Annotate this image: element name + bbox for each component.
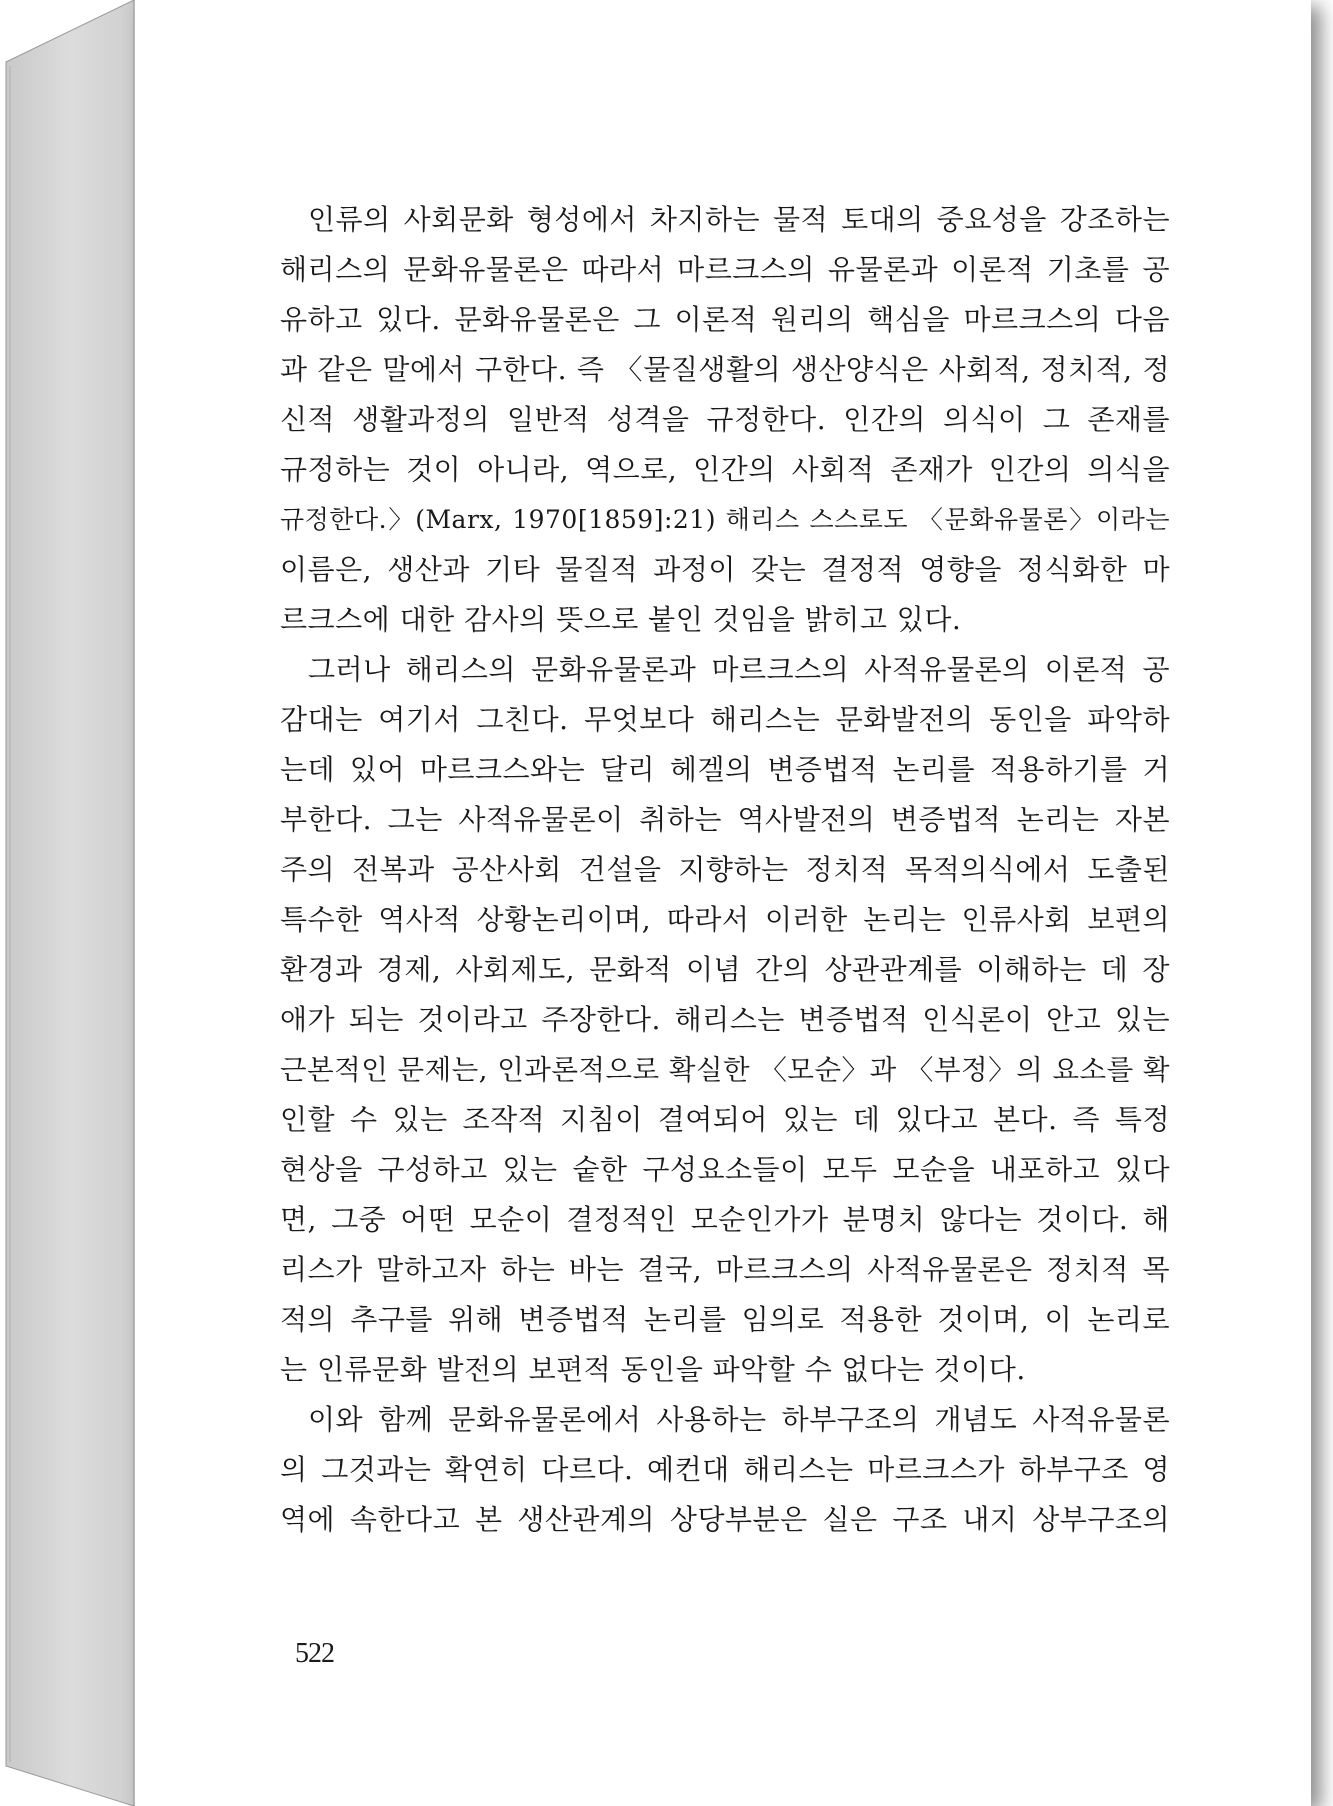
text-line: 면, 그중 어떤 모순이 결정적인 모순인가가 분명치 않다는 것이다. 해 — [280, 1203, 1170, 1236]
page-number: 522 — [295, 1638, 334, 1669]
text-line: 이와 함께 문화유물론에서 사용하는 하부구조의 개념도 사적유물론 — [308, 1403, 1170, 1436]
text-line: 현상을 구성하고 있는 숱한 구성요소들이 모두 모순을 내포하고 있다 — [280, 1153, 1170, 1186]
text-line: 인할 수 있는 조작적 지침이 결여되어 있는 데 있다고 본다. 즉 특정 — [280, 1103, 1170, 1136]
text-line: 의 그것과는 확연히 다르다. 예컨대 해리스는 마르크스가 하부구조 영 — [280, 1453, 1170, 1486]
text-line: 근본적인 문제는, 인과론적으로 확실한 〈모순〉과 〈부정〉의 요소를 확 — [280, 1054, 1170, 1086]
text-line: 는데 있어 마르크스와는 달리 헤겔의 변증법적 논리를 적용하기를 거 — [280, 753, 1170, 786]
text-line: 그러나 해리스의 문화유물론과 마르크스의 사적유물론의 이론적 공 — [308, 653, 1170, 686]
text-line: 과 같은 말에서 구한다. 즉 〈물질생활의 생산양식은 사회적, 정치적, 정 — [280, 353, 1170, 386]
text-line: 유하고 있다. 문화유물론은 그 이론적 원리의 핵심을 마르크스의 다음 — [280, 303, 1170, 336]
body-text — [280, 195, 1170, 1545]
book-page — [134, 0, 1311, 1806]
text-line: 감대는 여기서 그친다. 무엇보다 해리스는 문화발전의 동인을 파악하 — [280, 703, 1170, 736]
text-line: 애가 되는 것이라고 주장한다. 해리스는 변증법적 인식론이 안고 있는 — [280, 1003, 1170, 1036]
text-line: 리스가 말하고자 하는 바는 결국, 마르크스의 사적유물론은 정치적 목 — [280, 1253, 1170, 1286]
text-line: 르크스에 대한 감사의 뜻으로 붙인 것임을 밝히고 있다. — [280, 603, 962, 636]
text-line: 환경과 경제, 사회제도, 문화적 이념 간의 상관관계를 이해하는 데 장 — [280, 953, 1170, 986]
text-line: 적의 추구를 위해 변증법적 논리를 임의로 적용한 것이며, 이 논리로 — [280, 1303, 1170, 1336]
text-line: 신적 생활과정의 일반적 성격을 규정한다. 인간의 의식이 그 존재를 — [280, 403, 1170, 436]
text-line: 특수한 역사적 상황논리이며, 따라서 이러한 논리는 인류사회 보편의 — [280, 903, 1170, 936]
text-line: 는 인류문화 발전의 보편적 동인을 파악할 수 없다는 것이다. — [280, 1353, 1026, 1386]
text-line: 이름은, 생산과 기타 물질적 과정이 갖는 결정적 영향을 정식화한 마 — [280, 553, 1170, 586]
text-line: 규정하는 것이 아니라, 역으로, 인간의 사회적 존재가 인간의 의식을 — [280, 453, 1170, 486]
text-line: 역에 속한다고 본 생산관계의 상당부분은 실은 구조 내지 상부구조의 — [280, 1503, 1170, 1536]
text-line: 부한다. 그는 사적유물론이 취하는 역사발전의 변증법적 논리는 자본 — [280, 803, 1170, 836]
text-line: 규정한다.〉(Marx, 1970[1859]:21) 해리스 스스로도 〈문화유물론〉이라는 — [280, 505, 1170, 534]
text-line: 해리스의 문화유물론은 따라서 마르크스의 유물론과 이론적 기초를 공 — [280, 253, 1170, 286]
text-line: 인류의 사회문화 형성에서 차지하는 물적 토대의 중요성을 강조하는 — [308, 203, 1170, 236]
text-line: 주의 전복과 공산사회 건설을 지향하는 정치적 목적의식에서 도출된 — [280, 853, 1170, 886]
